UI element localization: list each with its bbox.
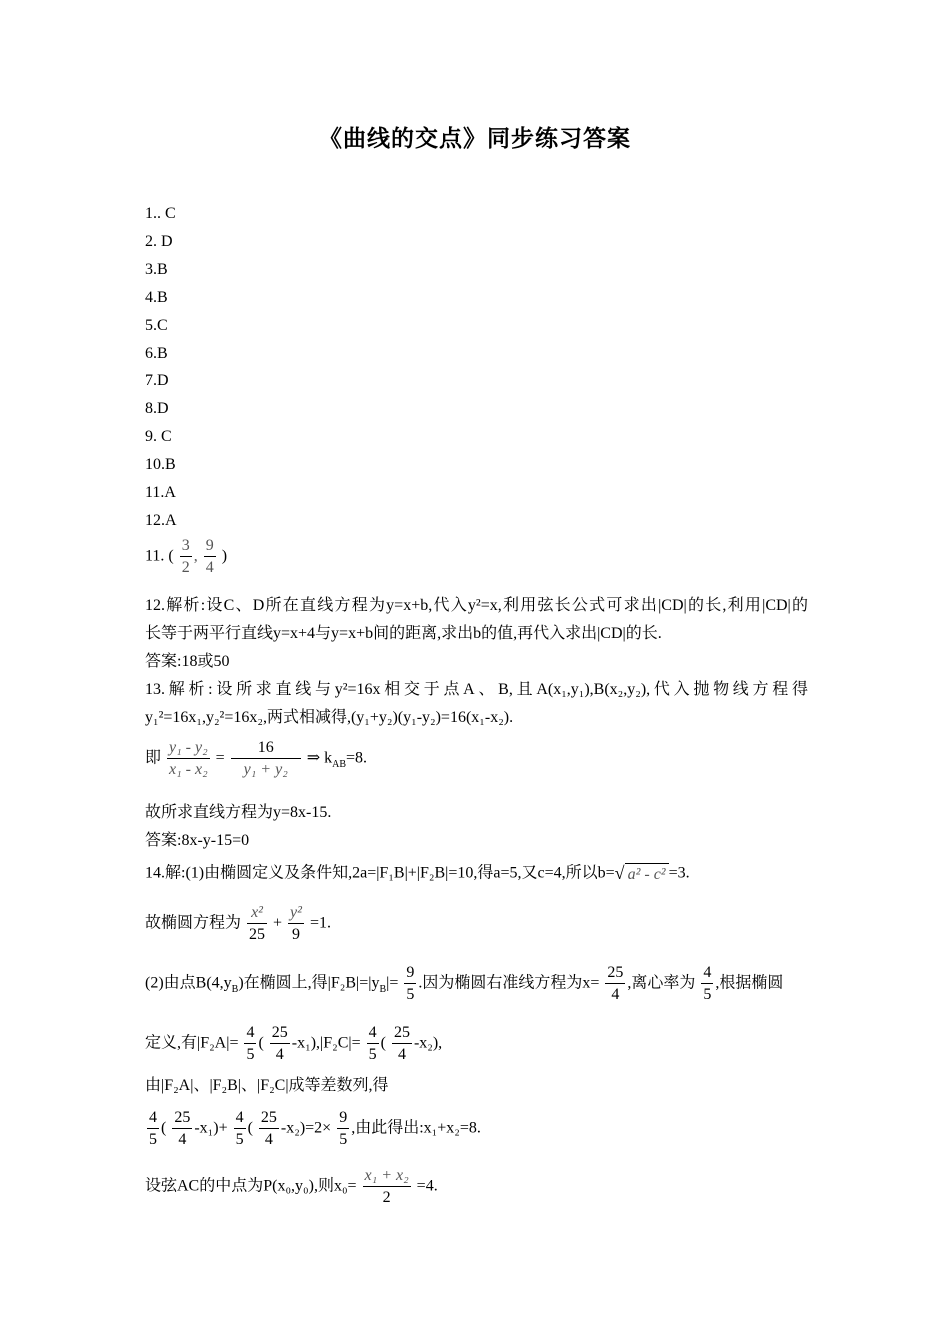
q12-line1: 12.解析:设C、D所在直线方程为y=x+b,代入y²=x,利用弦长公式可求出|CD|的长,利用|CD|的	[145, 597, 808, 614]
fraction: $\frac{\text{y₁ - y₂}}{\text{x₁ - x₂}}$	[169, 739, 208, 778]
answer-item: 9. C	[145, 428, 172, 446]
plus: +	[273, 914, 283, 932]
fraction: $\frac{3}{2}$	[181, 537, 190, 576]
p2-text: ,离心率为	[627, 974, 696, 992]
p2-text: .因为椭圆右准线方程为x=	[418, 974, 600, 992]
q11-line	[145, 538, 227, 576]
answer-item: 11.A	[145, 484, 176, 501]
p2-text: )在椭圆上,得|F₂B|=|y	[238, 974, 380, 992]
answer-item: 8.D	[145, 400, 169, 418]
p2-text: |=	[386, 974, 399, 992]
implies-icon: ⇒	[306, 749, 321, 767]
q13-line2: y₁²=16x₁,y₂²=16x₂,两式相减得,(y₁+y₂)(y₁-y₂)=16(x₁-x₂).	[145, 709, 514, 726]
answer-item: 1.. C	[145, 205, 176, 222]
p2-sub: B	[231, 983, 239, 995]
sum-text: ,由此得出:x₁+x₂=8.	[351, 1119, 481, 1137]
q14-part2-line	[145, 965, 783, 1003]
mid-text: =4.	[416, 1177, 438, 1195]
ellipse-text: 故椭圆方程为	[145, 914, 242, 932]
def-text: -x₂),	[413, 1034, 443, 1052]
fraction: $\frac{4}{5}$	[246, 1024, 255, 1063]
fraction: $\frac{9}{5}$	[339, 1109, 348, 1148]
q14-def-line	[145, 1025, 442, 1063]
fraction: $\frac{\text{x₁ + x₂}}{2}$	[364, 1167, 409, 1206]
sum-text: -x₂)=2×	[280, 1119, 332, 1137]
ellipse-text: =1.	[309, 914, 331, 932]
fraction: $\frac{16}{\text{y₁ + y₂}}$	[231, 740, 301, 778]
q13-answer: 答案:8x-y-15=0	[145, 832, 250, 849]
k-sub: AB	[332, 758, 347, 770]
fraction: $\frac{4}{5}$	[149, 1109, 157, 1148]
equals: =	[215, 749, 225, 767]
sum-text: -x₁)+	[194, 1119, 228, 1137]
answer-item: 2. D	[145, 232, 173, 250]
q12-answer: 答案:18或50	[145, 653, 230, 670]
k-text: k	[324, 749, 333, 767]
fraction: $\frac{4}{5}$	[235, 1109, 244, 1148]
p2-text: ,根据椭圆	[715, 974, 784, 992]
q14-arith-line: 由|F₂A|、|F₂B|、|F₂C|成等差数列,得	[145, 1077, 389, 1094]
k-value: =8.	[346, 749, 368, 767]
q11-prefix: 11. (	[145, 547, 174, 565]
fraction: $\frac{25}{4}$	[174, 1109, 191, 1148]
q14-text: 14.解:(1)由椭圆定义及条件知,2a=|F₁B|+|F₂B|=10,得a=5,又c=4,所以b=	[145, 864, 615, 882]
fraction: $\frac{\text{y²}}{9}$	[290, 904, 302, 943]
answer-item: 4.B	[145, 288, 168, 306]
fraction: $\frac{4}{5}$	[703, 964, 712, 1003]
comma: ,	[193, 547, 198, 565]
answer-item: 12.A	[145, 511, 177, 529]
answer-item: 3.B	[145, 260, 168, 278]
def-text: (	[380, 1034, 386, 1052]
p2-sub: B	[379, 983, 387, 995]
q13-line1: 13.解析:设所求直线与y²=16x相交于点A、B,且A(x₁,y₁),B(x₂,y₂),代入抛物线方程得	[145, 681, 808, 698]
q14-text: =3.	[668, 864, 690, 882]
fraction: $\frac{9}{4}$	[205, 537, 214, 576]
q13-slope-line	[145, 740, 367, 778]
def-text: -x₁),|F₂C|=	[291, 1034, 361, 1052]
answer-item: 10.B	[145, 456, 176, 474]
q12-line2: 长等于两平行直线y=x+4与y=x+b间的距离,求出b的值,再代入求出|CD|的长.	[145, 625, 662, 642]
fraction: $\frac{25}{4}$	[271, 1024, 288, 1063]
q14-midpoint-line	[145, 1168, 438, 1206]
def-text: 定义,有|F₂A|=	[145, 1034, 239, 1052]
answer-item: 7.D	[145, 372, 169, 390]
def-text: (	[258, 1034, 264, 1052]
page-title: 《曲线的交点》同步练习答案	[319, 126, 631, 152]
q14-sum-line	[145, 1110, 481, 1148]
fraction: $\frac{4}{5}$	[368, 1024, 377, 1063]
sum-text: (	[161, 1119, 167, 1137]
q14-line1	[145, 862, 690, 886]
sqrt: √ a² - c²	[615, 862, 669, 886]
ji-text: 即	[145, 749, 162, 767]
mid-text: 设弦AC的中点为P(x₀,y₀),则x₀=	[145, 1177, 357, 1195]
p2-text: (2)由点B(4,y	[145, 974, 232, 992]
fraction: $\frac{25}{4}$	[260, 1109, 277, 1148]
q11-suffix: )	[221, 547, 228, 565]
fraction: $\frac{25}{4}$	[393, 1024, 410, 1063]
q14-ellipse-line	[145, 905, 331, 943]
fraction: $\frac{\text{x²}}{25}$	[249, 904, 266, 943]
fraction: $\frac{25}{4}$	[607, 964, 624, 1003]
sum-text: (	[247, 1119, 253, 1137]
answer-item: 6.B	[145, 344, 168, 362]
q13-line4: 故所求直线方程为y=8x-15.	[145, 804, 332, 821]
answer-item: 5.C	[145, 316, 168, 334]
fraction: $\frac{9}{5}$	[406, 964, 415, 1003]
